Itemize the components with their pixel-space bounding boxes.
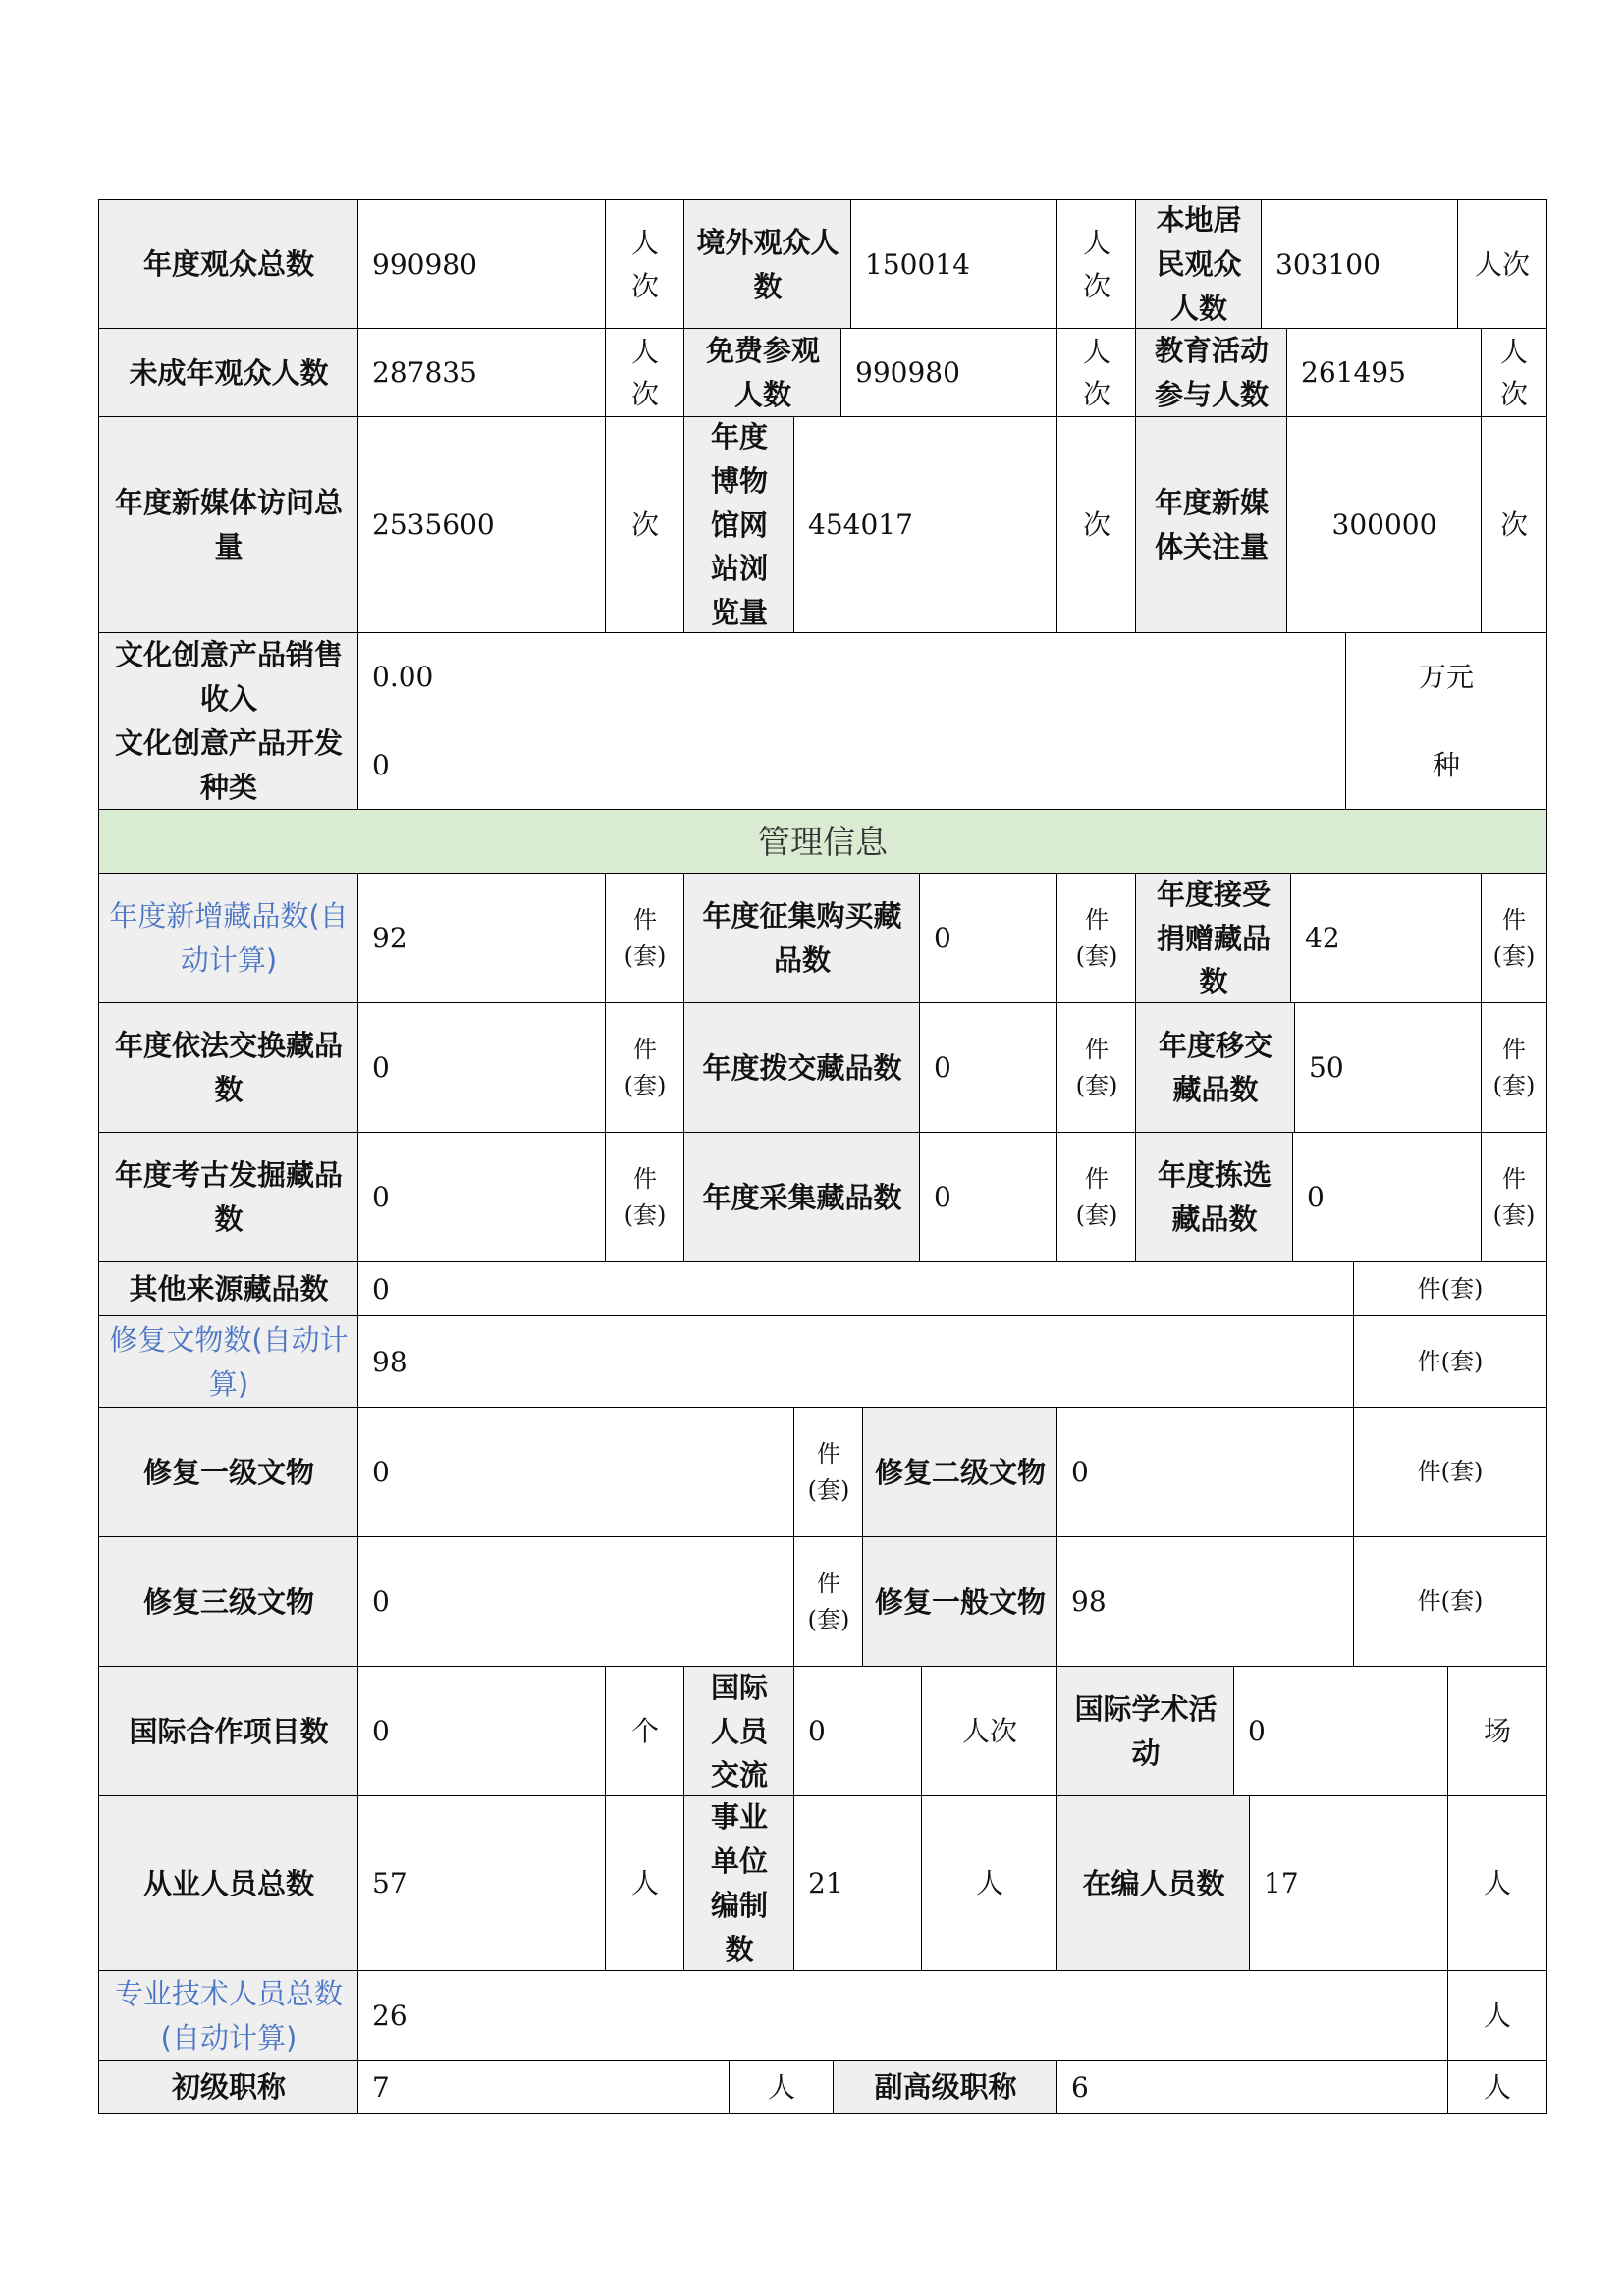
transferred-value: 50: [1294, 1002, 1483, 1134]
restore-level2-value: 0: [1056, 1407, 1355, 1538]
website-views-unit: 次: [1056, 416, 1137, 634]
staff-on-staff-value: 17: [1249, 1795, 1449, 1972]
purchased-label: 年度征集购买藏品数: [683, 873, 921, 1004]
edu-participants-unit: 人次: [1481, 328, 1547, 418]
creative-sales-unit: 万元: [1345, 632, 1547, 722]
selected-label: 年度拣选藏品数: [1135, 1132, 1294, 1263]
new-media-follows-value: 300000: [1286, 416, 1483, 634]
restore-level1-value: 0: [357, 1407, 795, 1538]
local-visitors-unit: 人次: [1457, 199, 1547, 330]
associate-senior-title-value: 6: [1056, 2060, 1449, 2114]
overseas-visitors-label: 境外观众人数: [683, 199, 852, 330]
staff-total-unit: 人: [605, 1795, 685, 1972]
professional-staff-value: 26: [357, 1970, 1449, 2062]
staff-institutional-label: 事业单位编制数: [683, 1795, 795, 1972]
new-items-unit: 件(套): [605, 873, 685, 1004]
excavated-value: 0: [357, 1132, 607, 1263]
junior-title-unit: 人: [729, 2060, 835, 2114]
creative-types-label: 文化创意产品开发种类: [98, 721, 359, 811]
excavated-unit: 件(套): [605, 1132, 685, 1263]
professional-staff-unit: 人: [1447, 1970, 1547, 2062]
minor-visitors-label: 未成年观众人数: [98, 328, 359, 418]
intl-projects-unit: 个: [605, 1666, 685, 1797]
purchased-unit: 件(套): [1056, 873, 1137, 1004]
junior-title-value: 7: [357, 2060, 731, 2114]
intl-exchange-unit: 人次: [921, 1666, 1058, 1797]
collected-unit: 件(套): [1056, 1132, 1137, 1263]
overseas-visitors-value: 150014: [850, 199, 1058, 330]
restored-total-label: 修复文物数(自动计算): [98, 1315, 359, 1409]
intl-projects-label: 国际合作项目数: [98, 1666, 359, 1797]
other-sources-label: 其他来源藏品数: [98, 1261, 359, 1317]
selected-value: 0: [1292, 1132, 1483, 1263]
restore-level1-label: 修复一级文物: [98, 1407, 359, 1538]
intl-exchange-label: 国际人员交流: [683, 1666, 795, 1797]
new-items-value: 92: [357, 873, 607, 1004]
staff-total-value: 57: [357, 1795, 607, 1972]
staff-on-staff-unit: 人: [1447, 1795, 1547, 1972]
minor-visitors-value: 287835: [357, 328, 607, 418]
collected-label: 年度采集藏品数: [683, 1132, 921, 1263]
management-section-header: 管理信息: [98, 809, 1547, 875]
associate-senior-title-unit: 人: [1447, 2060, 1547, 2114]
local-visitors-label: 本地居民观众人数: [1135, 199, 1263, 330]
restore-level2-unit: 件(套): [1353, 1407, 1547, 1538]
intl-academic-unit: 场: [1447, 1666, 1547, 1797]
staff-institutional-unit: 人: [921, 1795, 1058, 1972]
local-visitors-value: 303100: [1261, 199, 1459, 330]
website-views-label: 年度博物馆网站浏览量: [683, 416, 795, 634]
staff-institutional-value: 21: [793, 1795, 923, 1972]
allocated-label: 年度拨交藏品数: [683, 1002, 921, 1134]
selected-unit: 件(套): [1481, 1132, 1547, 1263]
staff-on-staff-label: 在编人员数: [1056, 1795, 1251, 1972]
exchanged-value: 0: [357, 1002, 607, 1134]
new-media-visits-value: 2535600: [357, 416, 607, 634]
new-media-visits-label: 年度新媒体访问总量: [98, 416, 359, 634]
exchanged-label: 年度依法交换藏品数: [98, 1002, 359, 1134]
junior-title-label: 初级职称: [98, 2060, 359, 2114]
staff-total-label: 从业人员总数: [98, 1795, 359, 1972]
restore-general-value: 98: [1056, 1536, 1355, 1668]
intl-academic-label: 国际学术活动: [1056, 1666, 1235, 1797]
restore-level1-unit: 件(套): [793, 1407, 864, 1538]
purchased-value: 0: [919, 873, 1058, 1004]
new-items-label: 年度新增藏品数(自动计算): [98, 873, 359, 1004]
restore-general-label: 修复一般文物: [862, 1536, 1058, 1668]
restore-level3-value: 0: [357, 1536, 795, 1668]
new-media-follows-label: 年度新媒体关注量: [1135, 416, 1288, 634]
intl-projects-value: 0: [357, 1666, 607, 1797]
donated-unit: 件(套): [1481, 873, 1547, 1004]
creative-types-unit: 种: [1345, 721, 1547, 811]
creative-sales-label: 文化创意产品销售收入: [98, 632, 359, 722]
transferred-label: 年度移交藏品数: [1135, 1002, 1296, 1134]
professional-staff-label: 专业技术人员总数(自动计算): [98, 1970, 359, 2062]
restore-level3-label: 修复三级文物: [98, 1536, 359, 1668]
website-views-value: 454017: [793, 416, 1058, 634]
total-visitors-value: 990980: [357, 199, 607, 330]
restore-general-unit: 件(套): [1353, 1536, 1547, 1668]
total-visitors-label: 年度观众总数: [98, 199, 359, 330]
other-sources-unit: 件(套): [1353, 1261, 1547, 1317]
edu-participants-label: 教育活动参与人数: [1135, 328, 1288, 418]
other-sources-value: 0: [357, 1261, 1355, 1317]
new-media-follows-unit: 次: [1481, 416, 1547, 634]
allocated-unit: 件(套): [1056, 1002, 1137, 1134]
free-visitors-unit: 人次: [1056, 328, 1137, 418]
exchanged-unit: 件(套): [605, 1002, 685, 1134]
excavated-label: 年度考古发掘藏品数: [98, 1132, 359, 1263]
new-media-visits-unit: 次: [605, 416, 685, 634]
restore-level3-unit: 件(套): [793, 1536, 864, 1668]
donated-value: 42: [1290, 873, 1483, 1004]
edu-participants-value: 261495: [1286, 328, 1483, 418]
restored-total-value: 98: [357, 1315, 1355, 1409]
donated-label: 年度接受捐赠藏品数: [1135, 873, 1292, 1004]
restored-total-unit: 件(套): [1353, 1315, 1547, 1409]
overseas-visitors-unit: 人次: [1056, 199, 1137, 330]
free-visitors-label: 免费参观人数: [683, 328, 842, 418]
transferred-unit: 件(套): [1481, 1002, 1547, 1134]
minor-visitors-unit: 人次: [605, 328, 685, 418]
free-visitors-value: 990980: [840, 328, 1058, 418]
restore-level2-label: 修复二级文物: [862, 1407, 1058, 1538]
allocated-value: 0: [919, 1002, 1058, 1134]
associate-senior-title-label: 副高级职称: [833, 2060, 1058, 2114]
intl-exchange-value: 0: [793, 1666, 923, 1797]
creative-types-value: 0: [357, 721, 1347, 811]
collected-value: 0: [919, 1132, 1058, 1263]
total-visitors-unit: 人次: [605, 199, 685, 330]
creative-sales-value: 0.00: [357, 632, 1347, 722]
intl-academic-value: 0: [1233, 1666, 1449, 1797]
